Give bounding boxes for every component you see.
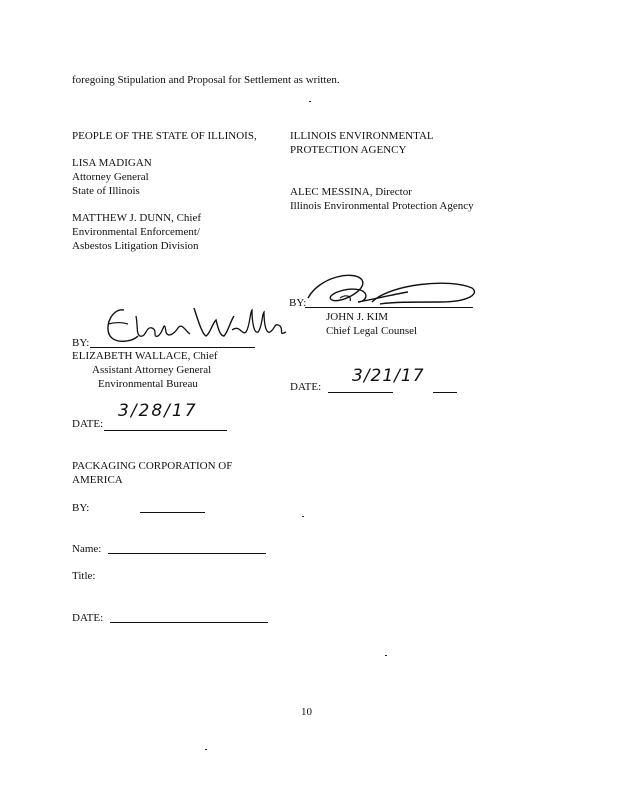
john-kim-signature [300,268,480,313]
right-signer-name: JOHN J. KIM [326,311,389,323]
left-date-label: DATE: [72,418,104,430]
right-by-label: BY: [289,297,307,309]
third-party-name-label: Name: [72,543,102,555]
left-signer-name: ELIZABETH WALLACE, Chief [72,350,218,362]
chief-title-line-1: Environmental Enforcement/ [72,226,200,238]
right-date-line [328,392,393,393]
third-party-date-line [110,622,268,623]
attorney-general-name: LISA MADIGAN [72,157,152,169]
third-party-header-line-2: AMERICA [72,474,123,486]
chief-title-line-2: Asbestos Litigation Division [72,240,199,252]
left-party-header: PEOPLE OF THE STATE OF ILLINOIS, [72,130,257,142]
chief-name: MATTHEW J. DUNN, Chief [72,212,202,224]
right-date-label: DATE: [290,381,322,393]
left-signer-title-line-1: Assistant Attorney General [92,364,212,376]
scan-speck [302,516,304,517]
left-signature-line [90,347,255,348]
intro-line: foregoing Stipulation and Proposal for Settlement as written. [72,74,340,86]
attorney-general-title: Attorney General [72,171,149,183]
right-party-header-line-1: ILLINOIS ENVIRONMENTAL [290,130,434,142]
third-party-title-label: Title: [72,570,96,582]
third-party-name-line [108,553,266,554]
right-party-header-line-2: PROTECTION AGENCY [290,144,407,156]
page-number: 10 [301,706,312,718]
director-organization: Illinois Environmental Protection Agency [290,200,474,212]
left-handwritten-date: 3/28/17 [118,401,198,421]
third-party-header-line-1: PACKAGING CORPORATION OF [72,460,233,472]
right-date-line-tail [433,392,457,393]
scan-speck [205,749,207,750]
director-name: ALEC MESSINA, Director [290,186,412,198]
left-by-label: BY: [72,337,90,349]
scan-speck [309,101,311,102]
right-signer-title: Chief Legal Counsel [326,325,418,337]
third-party-date-label: DATE: [72,612,104,624]
left-signer-title-line-2: Environmental Bureau [98,378,198,390]
third-party-by-label: BY: [72,502,90,514]
third-party-signature-line [140,512,205,513]
right-handwritten-date: 3/21/17 [352,366,425,386]
scan-speck [385,655,387,656]
elizabeth-wallace-signature [94,302,290,348]
left-date-line [104,430,227,431]
attorney-general-state: State of Illinois [72,185,140,197]
